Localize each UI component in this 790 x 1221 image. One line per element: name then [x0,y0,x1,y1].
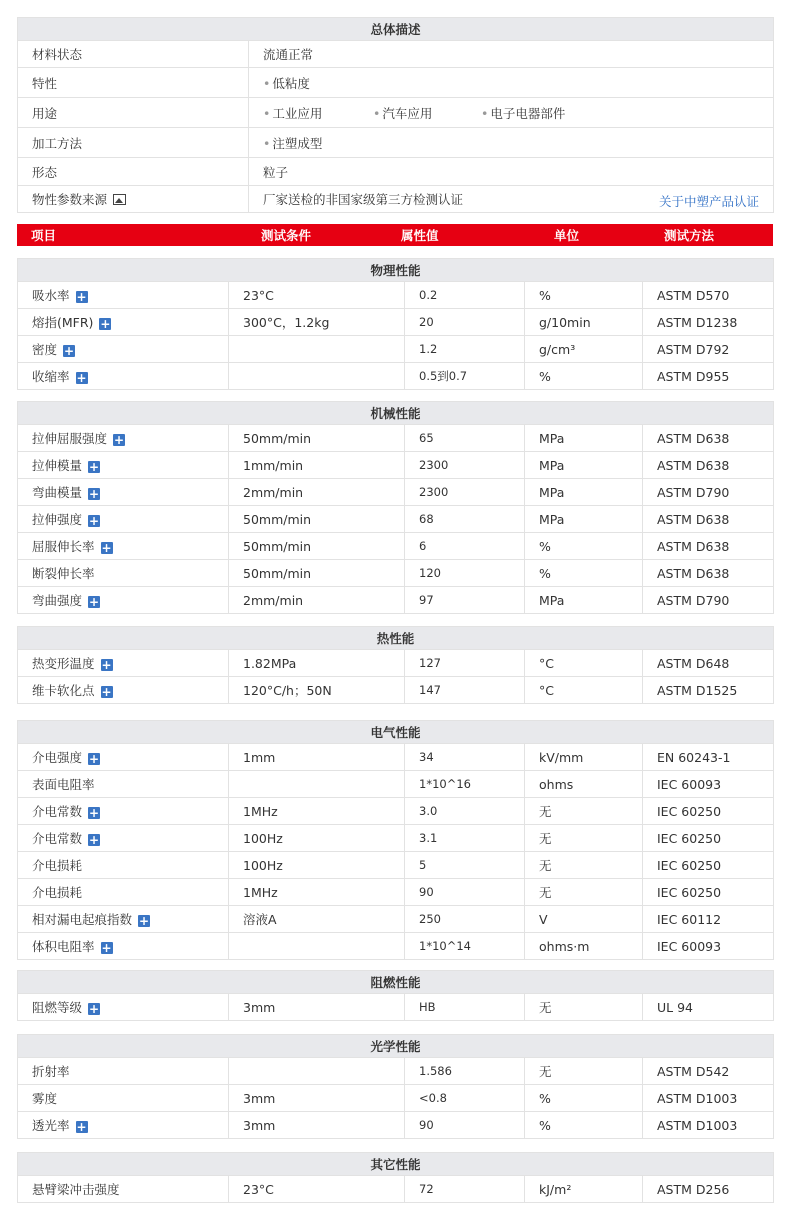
property-unit: ohms [525,771,643,798]
test-method: IEC 60093 [643,771,774,798]
property-value: 3.0 [405,798,525,825]
property-value: 1*10^14 [405,933,525,960]
plus-icon[interactable]: + [88,1002,100,1016]
property-value: 0.5到0.7 [405,363,525,390]
property-row [18,677,774,704]
property-unit: °C [525,650,643,677]
overview-label: 形态 [18,158,249,186]
column-header [17,224,773,246]
plus-icon[interactable]: + [76,1120,87,1134]
test-method: UL 94 [643,994,774,1021]
test-method: ASTM D792 [643,336,774,363]
plus-icon[interactable]: + [88,806,100,820]
plus-icon[interactable]: + [113,433,125,447]
property-name: 维卡软化点 + [18,677,229,704]
test-condition: 1mm/min [229,452,405,479]
test-condition: 3mm [229,994,405,1021]
overview-value: 厂家送检的非国家级第三方检测认证 关于中塑产品认证 [249,186,774,213]
property-value: 0.2 [405,282,525,309]
test-method: IEC 60250 [643,852,774,879]
plus-icon[interactable]: + [88,752,100,766]
test-method: IEC 60112 [643,906,774,933]
test-condition [229,771,405,798]
overview-title: 总体描述 [18,18,774,41]
test-condition: 120°C/h；50N [229,677,405,704]
test-condition: 2mm/min [229,479,405,506]
property-section [17,1152,773,1203]
property-row [18,282,774,309]
section-title: 光学性能 [18,1035,774,1058]
overview-value: • 工业应用 • 汽车应用 • 电子电器部件 [249,98,774,128]
property-value: 5 [405,852,525,879]
test-method: ASTM D542 [643,1058,774,1085]
property-name: 雾度 [18,1085,229,1112]
property-unit: MPa [525,425,643,452]
property-name: 拉伸模量 + [18,452,229,479]
test-method: ASTM D648 [643,650,774,677]
plus-icon[interactable]: + [100,317,111,331]
property-section [17,720,773,960]
property-section [17,1034,773,1139]
property-name: 屈服伸长率 + [18,533,229,560]
property-unit: % [525,1112,643,1139]
property-unit: V [525,906,643,933]
property-section [17,626,773,704]
property-unit: g/cm³ [525,336,643,363]
property-value: 250 [405,906,525,933]
overview-value: • 注塑成型 [249,128,774,158]
property-section [17,258,773,390]
property-row [18,452,774,479]
test-method: ASTM D1003 [643,1112,774,1139]
bullet-icon: • [263,75,271,91]
property-name: 阻燃等级 + [18,994,229,1021]
property-table [17,1152,774,1203]
test-condition [229,1058,405,1085]
property-row [18,506,774,533]
property-value: 147 [405,677,525,704]
test-method: ASTM D790 [643,479,774,506]
overview-label: 物性参数来源 [18,186,249,213]
property-row [18,309,774,336]
property-section [17,401,773,614]
header-method: 测试方法 [664,228,715,243]
plus-icon[interactable]: + [101,541,112,555]
property-unit: MPa [525,587,643,614]
header-value: 属性值 [401,228,439,243]
property-row [18,363,774,390]
property-table [17,401,774,614]
property-row [18,933,774,960]
property-row [18,1085,774,1112]
property-value: 97 [405,587,525,614]
test-condition: 1MHz [229,798,405,825]
section-title: 机械性能 [18,402,774,425]
test-method: ASTM D790 [643,587,774,614]
property-name: 断裂伸长率 [18,560,229,587]
property-unit: kJ/m² [525,1176,643,1203]
property-value: 65 [405,425,525,452]
test-method: ASTM D638 [643,452,774,479]
overview-label: 加工方法 [18,128,249,158]
test-method: ASTM D570 [643,282,774,309]
overview-value: 流通正常 [249,41,774,68]
plus-icon[interactable]: + [76,371,87,385]
property-name: 弯曲强度 + [18,587,229,614]
test-condition: 3mm [229,1112,405,1139]
property-name: 热变形温度 + [18,650,229,677]
section-title: 其它性能 [18,1153,774,1176]
bullet-icon: • [263,105,271,121]
property-value: 2300 [405,479,525,506]
property-value: 90 [405,879,525,906]
property-row [18,1112,774,1139]
property-row [18,425,774,452]
property-name: 熔指(MFR) + [18,309,229,336]
property-name: 吸水率 + [18,282,229,309]
property-row [18,798,774,825]
test-method: IEC 60250 [643,879,774,906]
certification-link[interactable]: 关于中塑产品认证 [659,194,760,209]
plus-icon[interactable]: + [76,290,87,304]
overview-value: 粒子 [249,158,774,186]
property-table [17,970,774,1021]
test-condition: 300°C，1.2kg [229,309,405,336]
section-title: 电气性能 [18,721,774,744]
property-row [18,650,774,677]
overview-label: 材料状态 [18,41,249,68]
column-header-bar [17,224,773,246]
property-name: 相对漏电起痕指数 + [18,906,229,933]
plus-icon[interactable]: + [63,344,75,358]
overview-value: • 低粘度 [249,68,774,98]
test-method: IEC 60093 [643,933,774,960]
property-value: HB [405,994,525,1021]
property-row [18,479,774,506]
property-value: <0.8 [405,1085,525,1112]
property-value: 1*10^16 [405,771,525,798]
test-condition [229,363,405,390]
plus-icon[interactable]: + [88,595,100,609]
property-table [17,720,774,960]
property-name: 密度 + [18,336,229,363]
property-unit: 无 [525,798,643,825]
property-unit: 无 [525,825,643,852]
test-method: ASTM D955 [643,363,774,390]
image-icon[interactable] [113,194,126,205]
property-name: 弯曲模量 + [18,479,229,506]
plus-icon[interactable]: + [138,914,150,928]
test-condition: 100Hz [229,852,405,879]
property-name: 体积电阻率 + [18,933,229,960]
property-row [18,744,774,771]
property-row [18,879,774,906]
property-name: 透光率 + [18,1112,229,1139]
test-condition [229,933,405,960]
test-method: EN 60243-1 [643,744,774,771]
test-condition: 50mm/min [229,560,405,587]
plus-icon[interactable]: + [101,658,112,672]
property-unit: °C [525,677,643,704]
bullet-icon: • [373,105,381,121]
bullet-icon: • [263,135,271,151]
property-value: 2300 [405,452,525,479]
property-value: 34 [405,744,525,771]
test-method: ASTM D1525 [643,677,774,704]
bullet-icon: • [481,105,489,121]
property-unit: MPa [525,479,643,506]
plus-icon[interactable]: + [101,941,112,955]
property-unit: MPa [525,506,643,533]
property-value: 20 [405,309,525,336]
property-name: 介电强度 + [18,744,229,771]
property-unit: ohms·m [525,933,643,960]
property-unit: % [525,560,643,587]
test-condition: 溶液A [229,906,405,933]
property-section [17,970,773,1021]
test-condition: 1MHz [229,879,405,906]
test-condition: 50mm/min [229,533,405,560]
test-method: ASTM D638 [643,560,774,587]
section-title: 阻燃性能 [18,971,774,994]
property-value: 3.1 [405,825,525,852]
property-row [18,533,774,560]
section-title: 热性能 [18,627,774,650]
property-row [18,906,774,933]
test-condition: 23°C [229,282,405,309]
property-unit: % [525,1085,643,1112]
test-condition: 100Hz [229,825,405,852]
property-row [18,336,774,363]
overview-label: 特性 [18,68,249,98]
property-unit: % [525,282,643,309]
header-unit: 单位 [554,228,580,243]
property-unit: g/10min [525,309,643,336]
property-row [18,825,774,852]
header-item: 项目 [31,228,57,243]
test-method: ASTM D638 [643,506,774,533]
property-name: 介电损耗 [18,879,229,906]
header-condition: 测试条件 [261,228,312,243]
overview-table [17,17,774,213]
property-name: 介电常数 + [18,825,229,852]
property-row [18,560,774,587]
test-condition: 23°C [229,1176,405,1203]
property-value: 90 [405,1112,525,1139]
property-table [17,1034,774,1139]
property-name: 折射率 [18,1058,229,1085]
test-method: IEC 60250 [643,825,774,852]
section-title: 物理性能 [18,259,774,282]
property-unit: 无 [525,852,643,879]
overview-section [17,17,773,213]
plus-icon[interactable]: + [88,460,100,474]
overview-label: 用途 [18,98,249,128]
test-condition: 50mm/min [229,506,405,533]
plus-icon[interactable]: + [88,514,100,528]
property-unit: % [525,363,643,390]
property-unit: MPa [525,452,643,479]
property-value: 1.586 [405,1058,525,1085]
property-value: 6 [405,533,525,560]
property-value: 127 [405,650,525,677]
test-method: ASTM D638 [643,533,774,560]
property-unit: 无 [525,879,643,906]
property-name: 悬臂梁冲击强度 [18,1176,229,1203]
property-row [18,771,774,798]
test-method: ASTM D256 [643,1176,774,1203]
test-method: ASTM D638 [643,425,774,452]
property-value: 120 [405,560,525,587]
plus-icon[interactable]: + [88,833,100,847]
test-condition: 50mm/min [229,425,405,452]
test-method: ASTM D1003 [643,1085,774,1112]
property-table [17,626,774,704]
property-row [18,994,774,1021]
property-value: 72 [405,1176,525,1203]
test-condition [229,336,405,363]
property-table [17,258,774,390]
plus-icon[interactable]: + [88,487,100,501]
property-name: 介电损耗 [18,852,229,879]
property-name: 拉伸屈服强度 + [18,425,229,452]
test-condition: 1mm [229,744,405,771]
property-unit: 无 [525,994,643,1021]
property-name: 拉伸强度 + [18,506,229,533]
property-name: 表面电阻率 [18,771,229,798]
property-unit: % [525,533,643,560]
property-unit: 无 [525,1058,643,1085]
property-row [18,852,774,879]
property-row [18,587,774,614]
test-method: IEC 60250 [643,798,774,825]
test-condition: 3mm [229,1085,405,1112]
test-condition: 2mm/min [229,587,405,614]
property-value: 1.2 [405,336,525,363]
property-unit: kV/mm [525,744,643,771]
property-row [18,1058,774,1085]
property-row [18,1176,774,1203]
plus-icon[interactable]: + [101,685,112,699]
property-name: 收缩率 + [18,363,229,390]
test-condition: 1.82MPa [229,650,405,677]
test-method: ASTM D1238 [643,309,774,336]
property-value: 68 [405,506,525,533]
property-name: 介电常数 + [18,798,229,825]
